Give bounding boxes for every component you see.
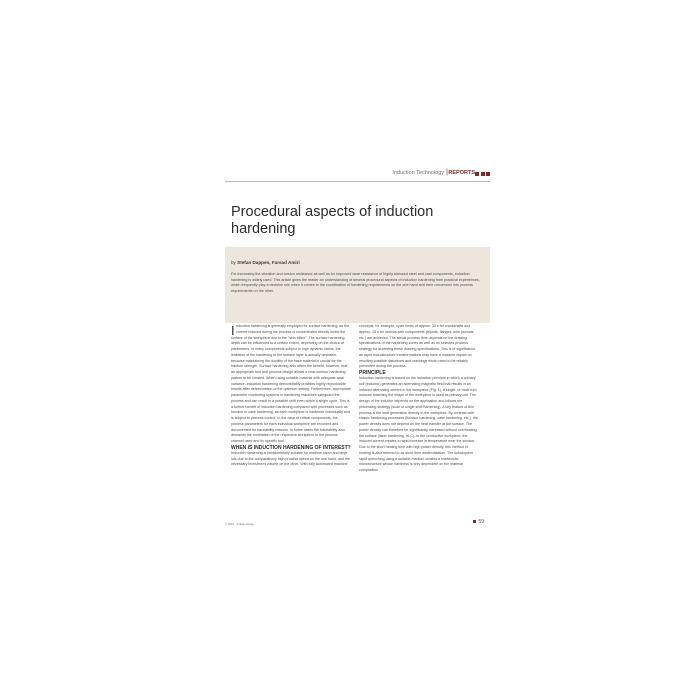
header-squares-icon	[475, 172, 490, 176]
page-marker-icon	[473, 520, 476, 523]
header-rule	[225, 181, 490, 182]
heading-when-interest: WHEN IS INDUCTION HARDENING OF INTEREST?	[231, 444, 351, 451]
authors-prefix: by	[231, 260, 236, 265]
header-separator: |	[446, 169, 448, 176]
paragraph-principle: Induction hardening is based on the induction principle in which a primary coil (inductor) generates an alternating magnetic field that results in an induced alternating current in the workpiece (Fig. 1). A single- or multi-turn inductor matching the shape of the workpiece is used as primary coil. The design of the inductor depends on the application and follows the processing strategy (scan or single shot hardening). A key feature of this process is the heat generation directly in the workpiece. By contrast with classic hardening processes (furnace hardening, case hardening, etc.), the power density does not depend on the heat transfer at the surface. The power density can therefore be significantly increased without overheating the surface (laser hardening, HLC). In the conductive workpiece, the induced current creates a rapid increase in temperature near the surface. Due to the short heating time with high power density, this method of heating is also referred to as short time austenitization. The subsequent rapid quenching using a suitable medium creates a martensitic microstructure whose hardness is only dependent on the material composition.	[359, 376, 478, 472]
section-name: Induction Technology	[392, 170, 444, 176]
page-number-block	[473, 519, 484, 525]
intro-paragraph	[231, 324, 351, 445]
drop-cap: I	[231, 322, 235, 338]
journal-page	[225, 100, 490, 600]
heading-principle: PRINCIPLE	[359, 370, 386, 376]
article-title: Procedural aspects of induction hardening	[231, 204, 434, 237]
authors-names: Stefan Dappen, Farsad Amiri	[237, 260, 300, 265]
article-abstract: For increasing the vibration and torsion resistance as well as for improved wear resistance of highly stressed steel and cast components, induction hardening is widely used. This article gives the reader an understanding of several procedural aspects of induction hardening from practical experiences, which frequently play a decisive role when it comes to the coordination of hardening requirements on the one hand and their conversion into process requirements on the other.	[231, 272, 480, 294]
article-authors	[231, 260, 300, 265]
section-label: REPORTS	[448, 170, 475, 176]
right-column	[359, 324, 479, 474]
paragraph-cycle-times: concepts, for example, cycle times of approx. 30 s for crankshafts and approx. 15 s for various axle components (tripods, flanges, axle journals, etc.) are achieved. The actual process time depends on the drawing specifications of the hardening zones as well as on selected process strategy for achieving these drawing specifications. This is of significance as rapid microstructure transformations may have a massive impact on resulting possible distortions and crackings which need to be reliably prevented during the process.	[359, 324, 476, 369]
intro-text: nduction hardening is generally employed for surface hardening, as the current induced during the process is concentrated directly under the surface of the workpiece due to the "skin effect". The surface hardening depth can be influenced to a certain extent, depending on the choice of parameters. In many components subject to high dynamic stress, the limitation of the hardening to the surface layer is actually desirable, because maintaining the ductility of the base material is crucial for the fracture strength. Surface hardening also offers the benefit, however, that an appropriate tool and process design allows a near-contour hardening pattern to be created. When using suitable material with adequate axial variance, induction hardening demonstrably provides highly reproducible results after determination of the optimum setting. Furthermore, appropriate parameter monitoring systems in hardening machines safeguard the process and can result in a possible shift even within a single cycle. This is a further benefit of induction hardening compared with processes such as furnace or case hardening, as each workpiece is hardened individually and is subject to process control. In the case of critical components, the process parameters for each individual workpiece are recorded and documented for traceability reasons. In some cases the traceability also demands the correlation of the respective workpiece to the process channel used and its specific tool.	[231, 324, 351, 443]
footer-copyright: © 2019 · Vulkan-Verlag	[225, 522, 254, 526]
page-number: 59	[478, 519, 484, 525]
paragraph-when-interest: Induction hardening is fundamentally suitable for medium-sized and large lots due to the comparatively high process speed on the one hand, and the necessary investment volume on the other. With fully automated machine	[231, 450, 350, 467]
left-column	[231, 324, 351, 468]
